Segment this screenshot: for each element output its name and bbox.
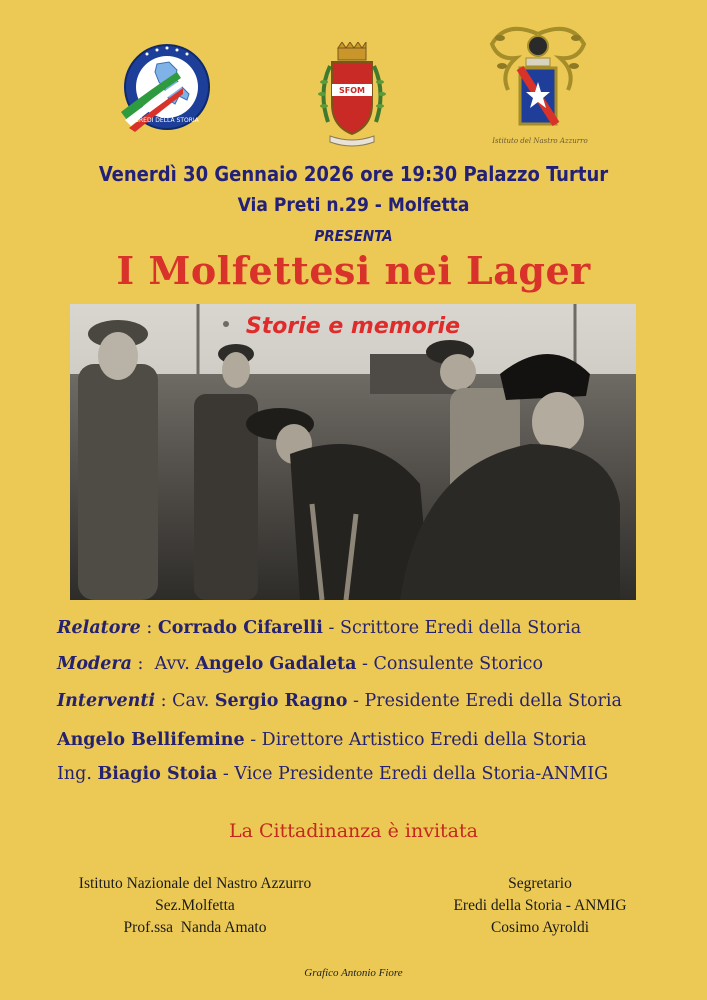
role-separator: : Cav.: [155, 691, 215, 711]
photo-illustration: [70, 304, 636, 600]
event-address: Via Preti n.29 - Molfetta: [237, 194, 470, 216]
footer-right-line: Segretario: [508, 875, 572, 892]
footer-right-block: [400, 873, 680, 939]
nastro-azzurro-caption: Istituto del Nastro Azzurro: [492, 137, 588, 145]
speaker-description: - Consulente Storico: [356, 654, 544, 674]
role-label: Modera: [57, 654, 132, 674]
speaker-name: Sergio Ragno: [214, 691, 348, 711]
main-title: I Molfettesi nei Lager: [116, 248, 591, 293]
speaker-description: - Vice Presidente Eredi della Storia-ANMIG: [217, 764, 609, 784]
credit-stoia: [57, 764, 608, 784]
event-date-location: Venerdì 30 Gennaio 2026 ore 19:30 Palazzo Turtur: [98, 162, 609, 186]
eredi-della-storia-logo: [117, 42, 213, 132]
speaker-name: Angelo Gadaleta: [195, 654, 357, 674]
role-separator: :: [140, 618, 158, 638]
credit-bellifemine: [57, 730, 587, 750]
footer-right-line: Cosimo Ayroldi: [490, 919, 590, 936]
speaker-prefix: Ing.: [57, 764, 98, 784]
molfetta-coat-of-arms: [316, 42, 388, 150]
graphic-designer-credit: Grafico Antonio Fiore: [304, 967, 403, 979]
footer-right-line: Eredi della Storia - ANMIG: [453, 897, 627, 914]
invitation-text: La Cittadinanza è invitata: [229, 820, 478, 842]
eredi-logo-text: EREDI DELLA STORIA: [135, 117, 199, 124]
historical-photo: [70, 304, 636, 600]
credit-interventi: [57, 691, 622, 711]
speaker-description: - Presidente Eredi della Storia: [347, 691, 622, 711]
footer-left-line: Prof.ssa Nanda Amato: [123, 919, 267, 936]
speaker-description: - Direttore Artistico Eredi della Storia: [244, 730, 587, 750]
speaker-name: Corrado Cifarelli: [157, 618, 323, 638]
footer-left-line: Istituto Nazionale del Nastro Azzurro: [78, 875, 312, 892]
role-separator: : Avv.: [131, 654, 196, 674]
speaker-name: Angelo Bellifemine: [57, 730, 245, 750]
footer-left-block: [30, 873, 360, 939]
stemma-text: SFOM: [339, 86, 365, 95]
presenta-label: PRESENTA: [314, 227, 393, 245]
credit-modera: [57, 654, 543, 674]
footer-left-line: Sez.Molfetta: [155, 897, 235, 914]
photo-subtitle: Storie e memorie: [245, 314, 461, 339]
nastro-azzurro-emblem: [486, 20, 590, 132]
role-label: Relatore: [57, 618, 141, 638]
role-label: Interventi: [57, 691, 156, 711]
speaker-description: - Scrittore Eredi della Storia: [322, 618, 582, 638]
speaker-name: Biagio Stoia: [97, 764, 218, 784]
credit-relatore: [57, 618, 581, 638]
